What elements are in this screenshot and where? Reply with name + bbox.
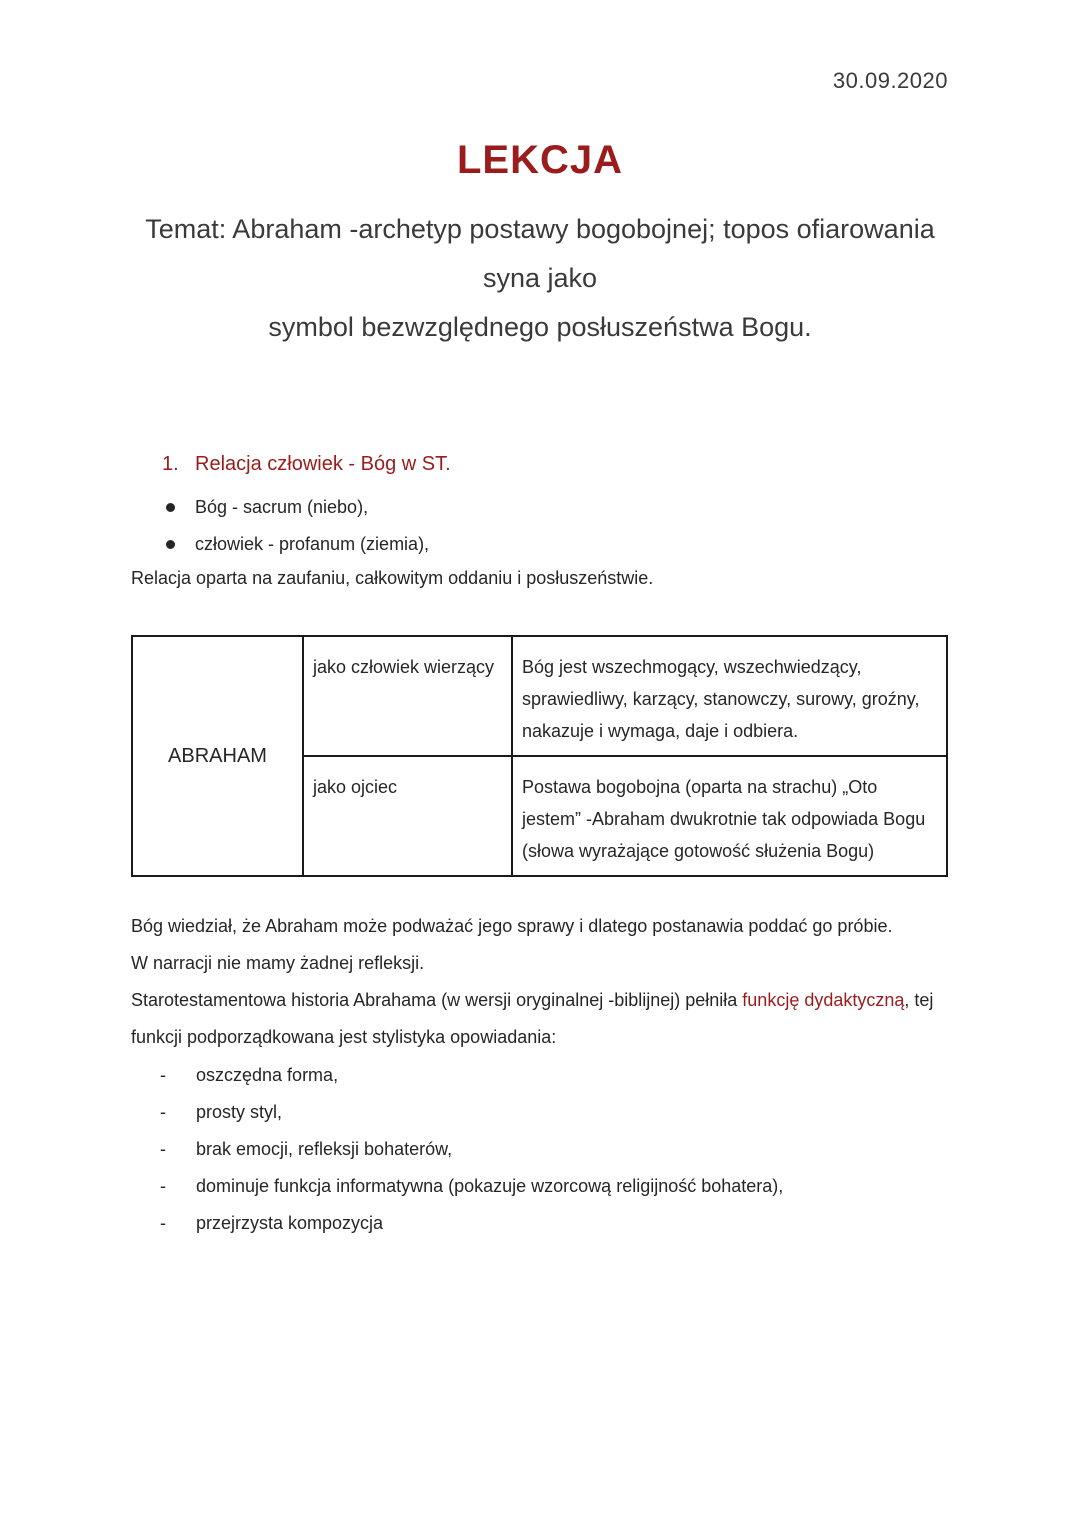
topic-line-2: symbol bezwzględnego posłuszeństwa Bogu. [268, 312, 812, 342]
section-heading-text: Relacja człowiek - Bóg w ST. [195, 453, 451, 475]
highlighted-text: funkcję dydaktyczną [742, 990, 905, 1010]
list-item [160, 1094, 783, 1131]
topic-line-1: Temat: Abraham -archetyp postawy bogobojnej; topos ofiarowania syna jako [145, 214, 935, 293]
paragraph-text: Starotestamentowa historia Abrahama (w wersji oryginalnej -biblijnej) pełniła [131, 990, 743, 1010]
list-item [160, 1131, 783, 1168]
list-item [160, 1057, 783, 1094]
relation-summary: Relacja oparta na zaufaniu, całkowitym oddaniu i posłuszeństwie. [131, 568, 654, 588]
dash-marker: - [160, 1102, 166, 1122]
dash-marker: - [160, 1139, 166, 1159]
table-description-cell: Bóg jest wszechmogący, wszechwiedzący, sprawiedliwy, karzący, stanowczy, surowy, groźny, nakazuje i wymaga, daje i odbiera. [512, 636, 947, 756]
section-number: 1. [162, 453, 179, 475]
list-item-text: człowiek - profanum (ziemia), [195, 534, 430, 554]
list-item [162, 492, 429, 529]
table-role-cell: jako ojciec [303, 756, 512, 876]
list-item-text: brak emocji, refleksji bohaterów, [196, 1139, 453, 1159]
table-name-cell: ABRAHAM [132, 636, 303, 876]
paragraph-text: , tej funkcji podporządkowana jest stylistyka opowiadania: [131, 990, 934, 1047]
list-item [162, 529, 429, 566]
section-heading [162, 453, 451, 476]
abraham-table [131, 635, 948, 877]
list-item-text: oszczędna forma, [196, 1065, 339, 1085]
lesson-date: 30.09.2020 [832, 68, 948, 93]
list-item-text: prosty styl, [196, 1102, 283, 1122]
list-item-text: Bóg - sacrum (niebo), [195, 497, 369, 517]
paragraph: W narracji nie mamy żadnej refleksji. [131, 953, 425, 973]
paragraph: Bóg wiedział, że Abraham może podważać jego sprawy i dlatego postanawia poddać go próbie. [131, 916, 893, 936]
table-role-cell: jako człowiek wierzący [303, 636, 512, 756]
feature-list [160, 1057, 783, 1242]
dash-marker: - [160, 1176, 166, 1196]
bullet-icon [166, 503, 175, 512]
list-item [160, 1168, 783, 1205]
list-item [160, 1205, 783, 1242]
list-item-text: dominuje funkcja informatywna (pokazuje wzorcową religijność bohatera), [196, 1176, 784, 1196]
dash-marker: - [160, 1213, 166, 1233]
lesson-topic [140, 205, 940, 352]
table-row [132, 636, 947, 756]
paragraph [131, 982, 951, 1056]
table-description-cell: Postawa bogobojna (oparta na strachu) „Oto jestem” -Abraham dwukrotnie tak odpowiada Bogu (słowa wyrażające gotowość służenia Bogu) [512, 756, 947, 876]
list-item-text: przejrzysta kompozycja [196, 1213, 384, 1233]
bullet-icon [166, 540, 175, 549]
lesson-title: LEKCJA [456, 138, 624, 182]
bullet-list [162, 492, 429, 566]
dash-marker: - [160, 1065, 166, 1085]
